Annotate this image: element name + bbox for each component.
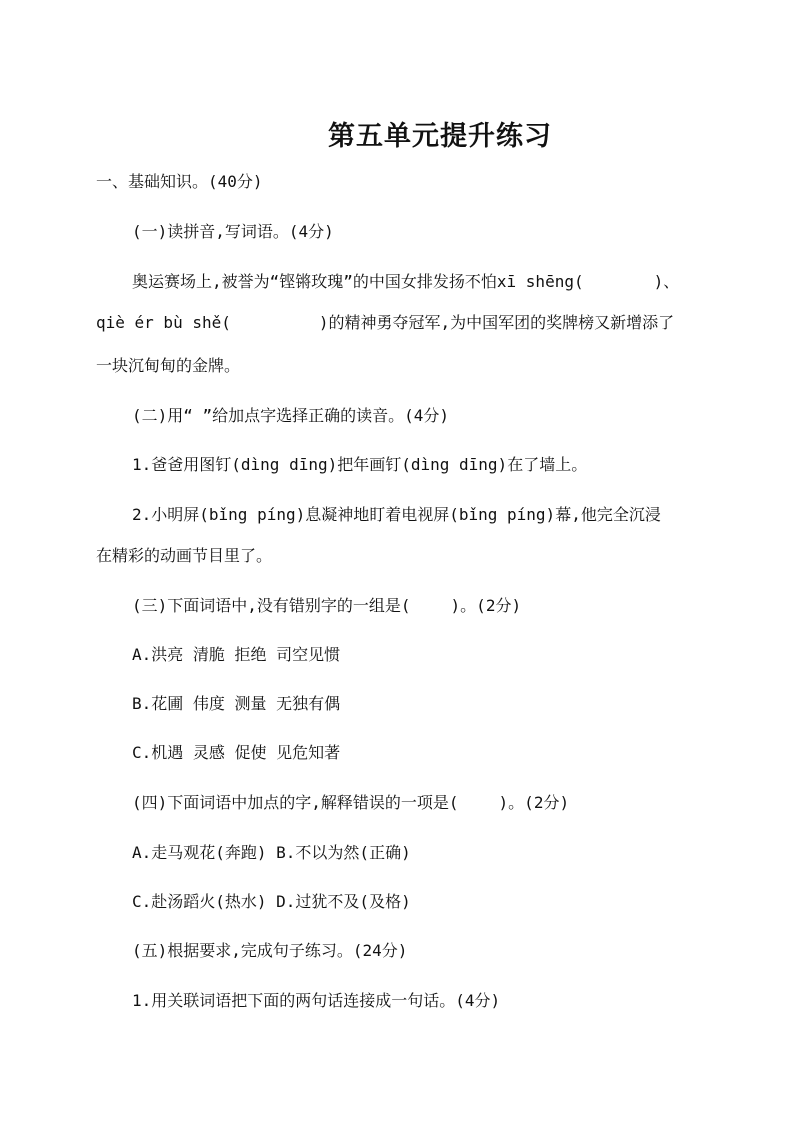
question-5-heading: (五)根据要求,完成句子练习。(24分) [132,941,408,960]
question-1-line-3: 一块沉甸甸的金牌。 [96,356,241,375]
question-4-text-b: )。(2分) [498,793,570,812]
question-4-options-ab: A.走马观花(奔跑) B.不以为然(正确) [132,843,411,862]
question-4-heading [132,793,569,813]
question-3-text-b: )。(2分) [450,596,522,615]
question-2-item-2-line-1: 2.小明屏(bǐng píng)息凝神地盯着电视屏(bǐng píng)幕,他完全沉浸 [132,505,661,524]
question-4-options-cd: C.赴汤蹈火(热水) D.过犹不及(及格) [132,892,411,911]
section-heading: 一、基础知识。(40分) [96,172,263,191]
question-1-heading: (一)读拼音,写词语。(4分) [132,222,334,241]
question-3-option-c: C.机遇 灵感 促使 见危知著 [132,743,341,762]
question-1-text-b: )、 [653,272,680,291]
page-title: 第五单元提升练习 [328,121,552,152]
question-2-item-2-line-2: 在精彩的动画节目里了。 [96,546,273,565]
question-3-heading [132,596,521,616]
question-1-line-1 [132,272,679,292]
question-3-option-b: B.花圃 伟度 测量 无独有偶 [132,694,341,713]
question-1-text-d: )的精神勇夺冠军,为中国军团的奖牌榜又新增添了 [318,313,675,332]
question-3-text-a: (三)下面词语中,没有错别字的一组是( [132,596,411,615]
question-2-heading: (二)用“ ”给加点字选择正确的读音。(4分) [132,406,450,425]
question-1-line-2 [96,313,674,333]
question-3-option-a: A.洪亮 清脆 拒绝 司空见惯 [132,645,341,664]
question-2-item-1: 1.爸爸用图钉(dìng dīng)把年画钉(dìng dīng)在了墙上。 [132,455,588,474]
question-1-text-c: qiè ér bù shě( [96,313,231,332]
question-5-item-1: 1.用关联词语把下面的两句话连接成一句话。(4分) [132,991,501,1010]
question-4-text-a: (四)下面词语中加点的字,解释错误的一项是( [132,793,459,812]
question-1-text-a: 奥运赛场上,被誉为“铿锵玫瑰”的中国女排发扬不怕xī shēng( [132,272,584,291]
